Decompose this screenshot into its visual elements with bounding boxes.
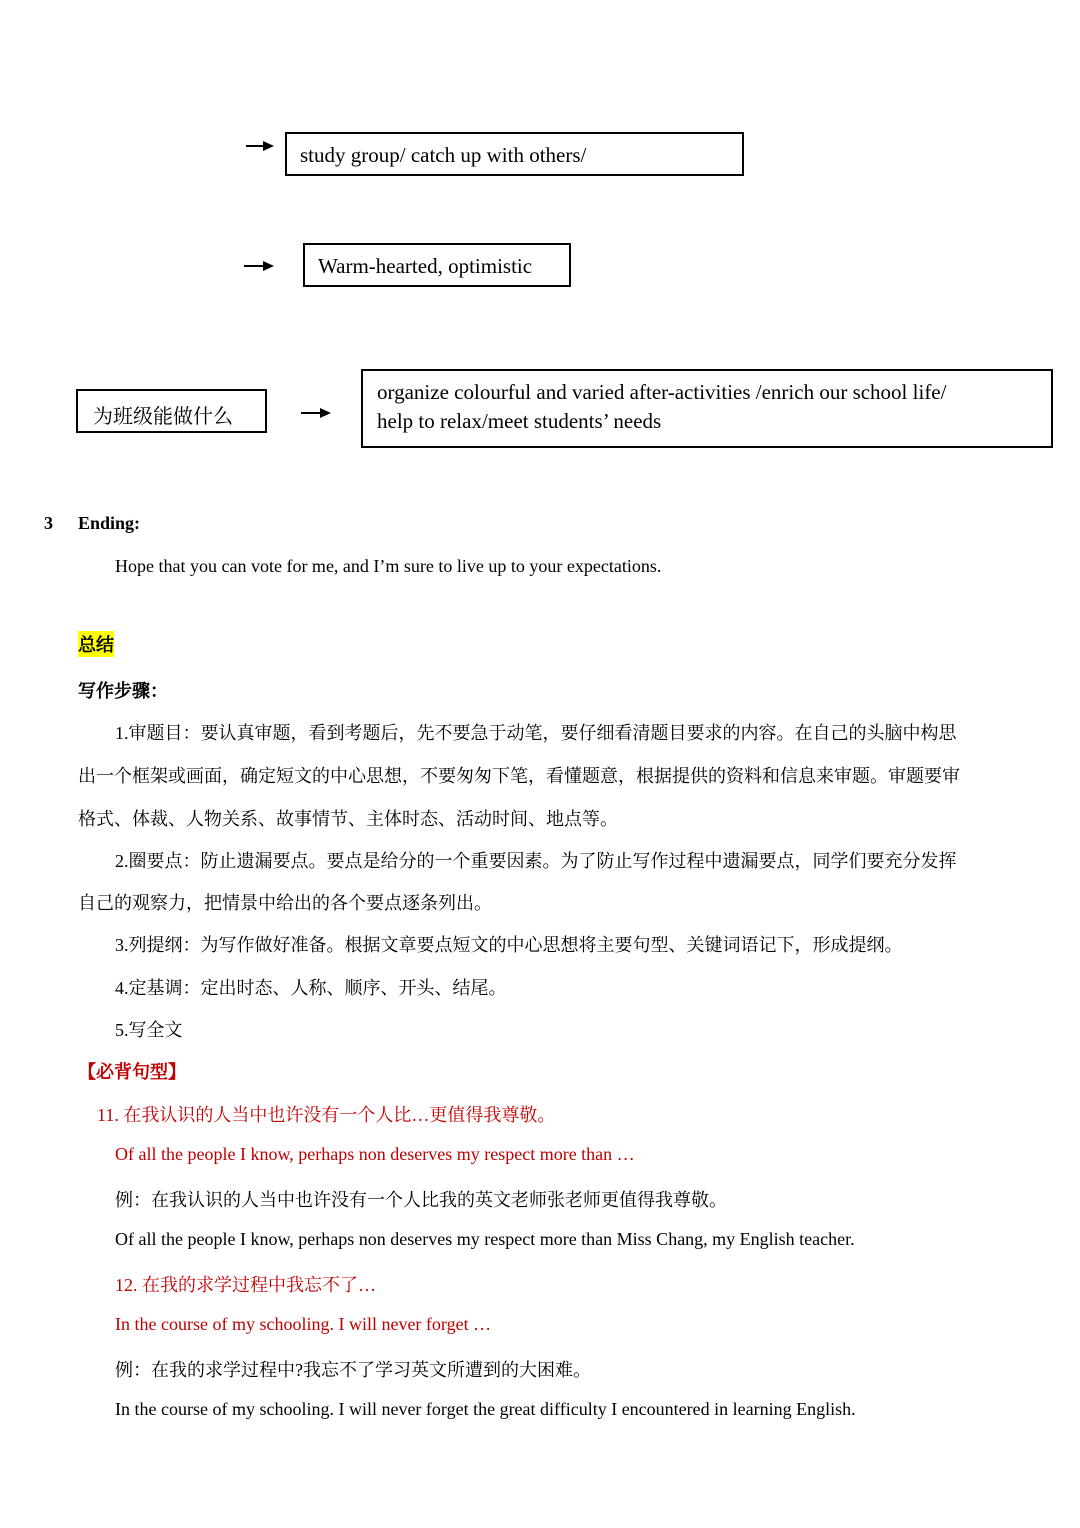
step3: 3.列提纲：为写作做好准备。根据文章要点短文的中心思想将主要句型、关键词语记下，形成提纲。 [115, 935, 903, 955]
pattern-11-en: Of all the people I know, perhaps non deserves my respect more than … [115, 1144, 635, 1164]
step1-line2: 出一个框架或画面，确定短文的中心思想，不要匆匆下笔，看懂题意，根据提供的资料和信息来审题。审题要审 [78, 766, 960, 786]
writing-steps-heading: 写作步骤： [78, 681, 168, 702]
pattern-11-example-en: Of all the people I know, perhaps non deserves my respect more than Miss Chang, my English teacher. [115, 1229, 855, 1249]
step1-line3: 格式、体裁、人物关系、故事情节、主体时态、活动时间、地点等。 [78, 809, 618, 829]
summary-title: 总结 [78, 631, 114, 657]
arrow-right-icon [244, 259, 274, 273]
pattern-12-example-cn: 例：在我的求学过程中?我忘不了学习英文所遭到的大困难。 [115, 1360, 591, 1380]
flow-box-activities-line2: help to relax/meet students’ needs [377, 409, 662, 433]
flow-box-class-contribution [76, 389, 267, 433]
step2-line1: 2.圈要点：防止遗漏要点。要点是给分的一个重要因素。为了防止写作过程中遗漏要点，同学们要充分发挥 [115, 851, 957, 871]
step2-line2: 自己的观察力，把情景中给出的各个要点逐条列出。 [78, 893, 492, 913]
flow-box-activities [361, 369, 1053, 448]
step4: 4.定基调：定出时态、人称、顺序、开头、结尾。 [115, 978, 507, 998]
patterns-heading: 【必背句型】 [78, 1062, 186, 1083]
flow-box-personality-text: Warm-hearted, optimistic [318, 254, 533, 278]
ending-heading: Ending: [78, 513, 141, 533]
pattern-12-cn: 12. 在我的求学过程中我忘不了… [115, 1275, 376, 1295]
flow-box-personality [303, 243, 571, 287]
arrow-right-icon [301, 406, 331, 420]
step1-line1: 1.审题目：要认真审题，看到考题后，先不要急于动笔，要仔细看清题目要求的内容。在自己的头脑中构思 [115, 723, 957, 743]
pattern-12-example-en: In the course of my schooling. I will never forget the great difficulty I encountered in learning English. [115, 1399, 856, 1419]
pattern-11-cn: 11. 在我认识的人当中也许没有一个人比…更值得我尊敬。 [97, 1105, 556, 1125]
flow-box-study-group-text: study group/ catch up with others/ [300, 143, 587, 167]
pattern-11-example-cn: 例：在我认识的人当中也许没有一个人比我的英文老师张老师更值得我尊敬。 [115, 1190, 727, 1210]
arrow-right-icon [246, 139, 274, 153]
flow-box-activities-line1: organize colourful and varied after-activities /enrich our school life/ [377, 380, 947, 404]
ending-number: 3 [44, 513, 53, 533]
ending-text: Hope that you can vote for me, and I’m sure to live up to your expectations. [115, 556, 662, 576]
flow-box-study-group [285, 132, 744, 176]
flow-box-class-contribution-text: 为班级能做什么 [93, 404, 233, 428]
pattern-12-en: In the course of my schooling. I will never forget … [115, 1314, 492, 1334]
step5: 5.写全文 [115, 1020, 183, 1040]
